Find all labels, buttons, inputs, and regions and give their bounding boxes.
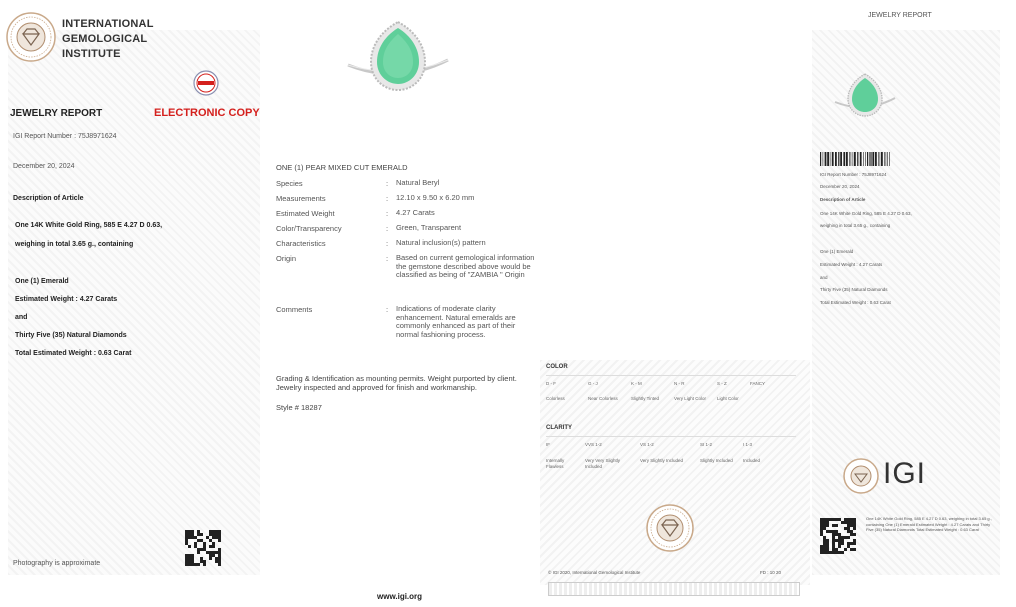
clarity-grade: VS 1-2 [640,442,654,447]
emerald-line: One (1) Emerald [820,249,854,254]
color-desc: Light Color [717,396,739,401]
copyright-text: © IGI 2020, International Gemological Institute [548,570,641,575]
color-desc: Near Colorless [588,396,618,401]
photo-note: Photography is approximate [13,560,101,567]
spec-sep: : [386,305,389,314]
description-heading: Description of Article [820,197,866,202]
org-line: INSTITUTE [62,48,121,60]
report-number: IGI Report Number : 75J8971624 [820,172,887,177]
spec-key: Comments [276,305,313,314]
color-grade: N - R [674,381,685,386]
spec-value: 4.27 Carats [396,208,435,217]
and-text: and [820,275,828,280]
diamonds-line: Thirty Five (35) Natural Diamonds [15,332,127,339]
color-divider [546,375,796,376]
spec-value: Based on current gemological information the gemstone described above would be classified as being of "ZAMBIA " Origin [396,253,535,279]
clarity-desc: Very Slightly Included [640,458,684,463]
qr-description: One 14K White Gold Ring, 585 E 4.27 D 0.63, weighing in total 3.65 g., containing One (1) Emerald Estimated Weight : 4.27 Carats and Thirty Five (35) Natural Diamonds Total Estimated Weight : 0.63 Carat [866,516,992,532]
spec-key: Species [276,179,303,188]
description-heading: Description of Article [13,195,84,202]
ring-photo-icon [343,10,453,100]
spec-value: Natural inclusion(s) pattern [396,238,486,247]
fine-print-strip [548,582,800,596]
spec-key: Origin [276,254,297,263]
description-line: weighing in total 3.65 g., containing [820,223,891,228]
color-scale-title: COLOR [546,364,568,370]
spec-sep: : [386,179,389,188]
ring-photo-icon [832,68,898,124]
color-grade: G - J [588,381,598,386]
description-line: One 14K White Gold Ring, 585 E 4.27 D 0.63, [820,211,912,216]
stone-heading: ONE (1) PEAR MIXED CUT EMERALD [276,163,408,172]
diamonds-weight: Total Estimated Weight : 0.63 Carat [820,300,891,305]
clarity-desc: Very Very Slightly Included [585,458,621,469]
igi-seal-icon [843,458,879,494]
color-grade: S - Z [717,381,727,386]
spec-sep: : [386,254,389,263]
color-grade: FANCY [750,381,766,386]
qr-code-icon [185,530,221,566]
clarity-desc: Internally Flawless [546,458,565,469]
description-line: One 14K White Gold Ring, 585 E 4.27 D 0.63, [15,222,163,229]
diamonds-weight: Total Estimated Weight : 0.63 Carat [15,350,132,357]
institute-name [62,17,154,62]
spec-value: 12.10 x 9.50 x 6.20 mm [396,193,475,202]
color-grade: D - F [546,381,556,386]
style-number: Style # 18287 [276,403,322,412]
spec-key: Measurements [276,194,326,203]
clarity-scale-title: CLARITY [546,425,572,431]
color-desc: Slightly Tinted [631,396,660,401]
description-line: weighing in total 3.65 g., containing [15,241,134,248]
spec-value: Green, Transparent [396,223,462,232]
spec-sep: : [386,209,389,218]
spec-sep: : [386,239,389,248]
report-date: December 20, 2024 [13,163,75,170]
emerald-weight: Estimated Weight : 4.27 Carats [15,296,118,303]
spec-key: Color/Transparency [276,224,342,233]
clarity-grade: IF [546,442,550,447]
and-text: and [15,314,28,321]
clarity-desc: Included [743,458,761,463]
clarity-grade: SI 1-2 [700,442,713,447]
qr-code-icon [820,518,856,554]
clarity-grade: I 1-3 [743,442,753,447]
report-title: JEWELRY REPORT [868,12,932,19]
spec-sep: : [386,224,389,233]
org-line: GEMOLOGICAL [62,33,148,45]
spec-key: Characteristics [276,239,326,248]
color-desc: Colorless [546,396,565,401]
color-desc: Very Light Color [674,396,707,401]
org-line: INTERNATIONAL [62,18,154,30]
grading-note: Grading & Identification as mounting permits. Weight purported by client. Jewelry inspected and approved for finish and workmanship. [276,374,517,392]
spec-value: Natural Beryl [396,178,440,187]
igi-seal-icon [646,504,694,552]
website-link[interactable]: www.igi.org [377,592,423,601]
barcode-icon [820,152,890,166]
spec-value: Indications of moderate clarity enhancement. Natural emeralds are commonly enhanced as part of their normal fashioning process. [396,304,516,339]
clarity-grade: VVS 1-2 [585,442,602,447]
clarity-divider [546,436,796,437]
igi-brand-logo: IGI [883,457,927,490]
report-title: JEWELRY REPORT [10,108,103,119]
diamonds-line: Thirty Five (35) Natural Diamonds [820,287,888,292]
emerald-line: One (1) Emerald [15,278,69,285]
form-code: FD : 10 20 [760,570,782,575]
igi-seal-icon [6,12,56,62]
electronic-copy-stamp-icon [193,70,219,96]
color-grade: K - M [631,381,642,386]
spec-key: Estimated Weight [276,209,335,218]
clarity-desc: Slightly Included [700,458,733,463]
report-date: December 20, 2024 [820,184,860,189]
spec-sep: : [386,194,389,203]
emerald-weight: Estimated Weight : 4.27 Carats [820,262,883,267]
electronic-copy-label: ELECTRONIC COPY [154,107,260,119]
report-number: IGI Report Number : 75J8971624 [13,133,117,140]
